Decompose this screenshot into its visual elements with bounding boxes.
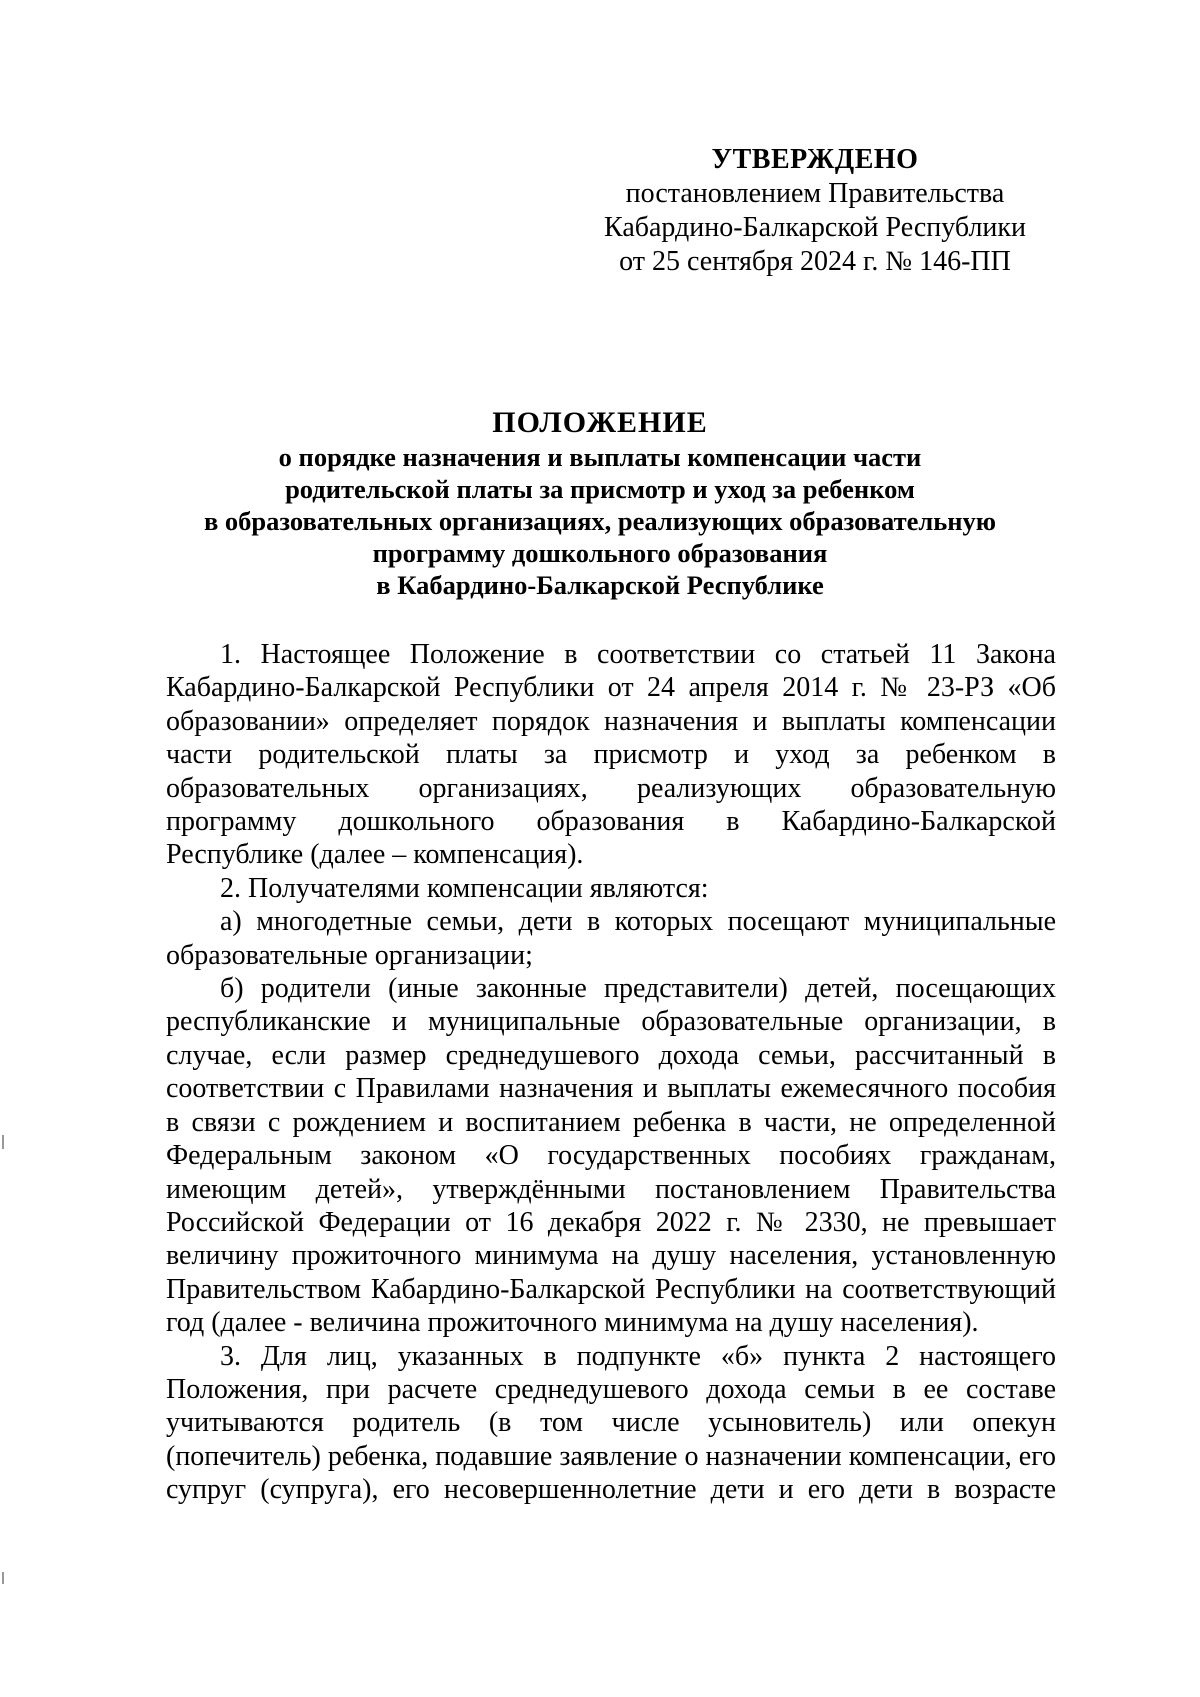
scan-artifact xyxy=(2,1135,4,1149)
document-heading xyxy=(120,405,1080,601)
approval-stamp xyxy=(600,143,1030,279)
paragraph-3: 3. Для лиц, указанных в подпункте «б» пункта 2 настоящего Положения, при расчете среднедушевого дохода семьи в ее составе учитываются родитель (в том числе усыновитель) или опекун (попечитель) ребенка, подавшие заявление о назначении компенсации, его супруг (супруга), его несовершеннолетние дети и его дети в возрасте xyxy=(166,1340,1056,1506)
approval-date-number: от 25 сентября 2024 г. № 146-ПП xyxy=(619,246,1011,277)
approval-heading: УТВЕРЖДЕНО xyxy=(711,144,919,175)
paragraph-2: 2. Получателями компенсации являются: xyxy=(220,872,709,904)
document-subtitle-line: о порядке назначения и выплаты компенсации части xyxy=(278,442,922,472)
document-subtitle-line: в образовательных организациях, реализующих образовательную xyxy=(203,506,997,536)
document-body xyxy=(166,638,1056,1507)
document-subtitle-line: программу дошкольного образования xyxy=(372,538,828,568)
scan-artifact xyxy=(2,1572,4,1584)
document-subtitle-line: в Кабардино-Балкарской Республике xyxy=(376,570,824,600)
paragraph-1: 1. Настоящее Положение в соответствии со статьей 11 Закона Кабардино-Балкарской Республики от 24 апреля 2014 г. № 23-РЗ «Об образовании» определяет порядок назначения и выплаты компенсации части родительской платы за присмотр и уход за ребенком в образовательных организациях, реализующих образовательную программу дошкольного образования в Кабардино-Балкарской Республике (далее – компенсация). xyxy=(166,639,1056,871)
document-subtitle-line: родительской платы за присмотр и уход за ребенком xyxy=(285,474,915,504)
paragraph-2a: а) многодетные семьи, дети в которых посещают муниципальные образовательные организации; xyxy=(166,906,1056,971)
approval-line: постановлением Правительства xyxy=(625,178,1005,209)
document-title: ПОЛОЖЕНИЕ xyxy=(492,406,708,439)
paragraph-2b: б) родители (иные законные представители) детей, посещающих республиканские и муниципальные образовательные организации, в случае, если размер среднедушевого дохода семьи, рассчитанный в соответствии с Правилами назначения и выплаты ежемесячного пособия в связи с рождением и воспитанием ребенка в части, не определенной Федеральным законом «О государственных пособиях гражданам, имеющим детей», утверждёнными постановлением Правительства Российской Федерации от 16 декабря 2022 г. № 2330, не превышает величину прожиточного минимума на душу населения, установленную Правительством Кабардино-Балкарской Республики на соответствующий год (далее - величина прожиточного минимума на душу населения). xyxy=(166,973,1056,1339)
approval-line: Кабардино-Балкарской Республики xyxy=(604,212,1026,243)
